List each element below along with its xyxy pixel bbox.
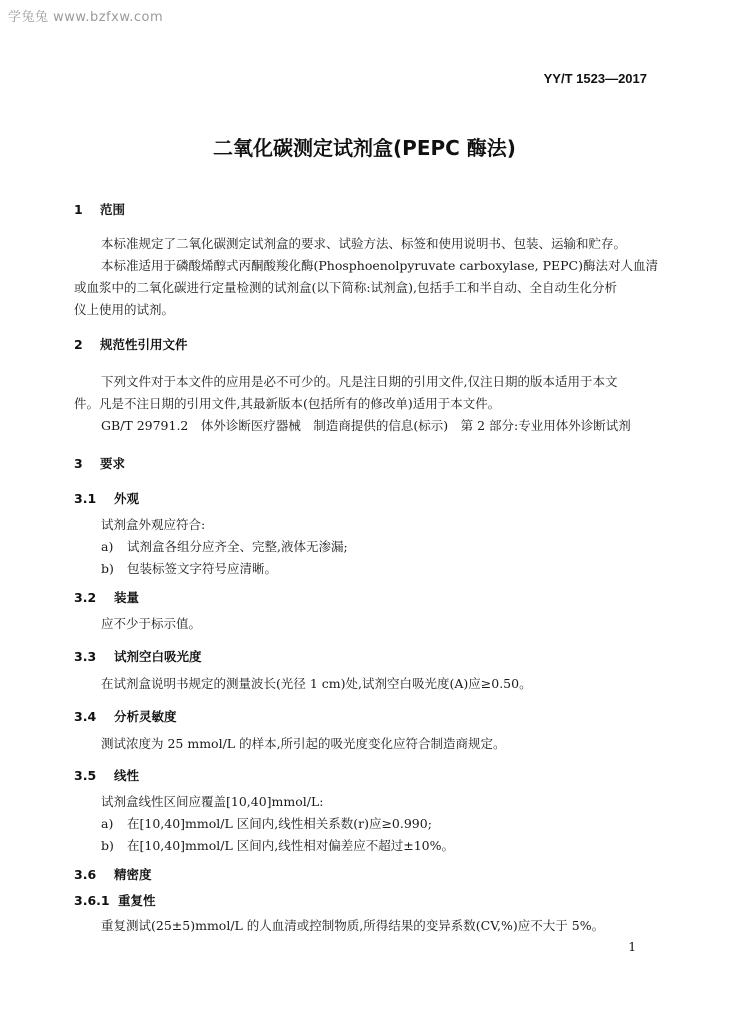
section-3-6-1-heading <box>74 891 156 909</box>
list-text: 在[10,40]mmol/L 区间内,线性相关系数(r)应≥0.990; <box>127 816 432 831</box>
paragraph: 本标准规定了二氧化碳测定试剂盒的要求、试验方法、标签和使用说明书、包装、运输和贮存。 <box>101 236 627 251</box>
section-3-1-heading <box>74 489 139 507</box>
normative-reference: GB/T 29791.2 体外诊断医疗器械 制造商提供的信息(标示) 第 2 部分:专业用体外诊断试剂 <box>101 418 631 433</box>
section-title: 试剂空白吸光度 <box>114 649 202 664</box>
section-3-6-heading <box>74 865 152 883</box>
section-number: 3.5 <box>74 768 97 783</box>
list-item <box>101 813 432 835</box>
section-number: 3 <box>74 456 83 471</box>
section-title: 规范性引用文件 <box>100 337 188 352</box>
paragraph: 重复测试(25±5)mmol/L 的人血清或控制物质,所得结果的变异系数(CV,%)应不大于 5%。 <box>101 918 605 933</box>
paragraph: 应不少于标示值。 <box>101 616 202 631</box>
paragraph: 件。凡是不注日期的引用文件,其最新版本(包括所有的修改单)适用于本文件。 <box>74 396 501 411</box>
section-1-heading <box>74 200 125 218</box>
list-text: 试剂盒各组分应齐全、完整,液体无渗漏; <box>127 539 348 554</box>
paragraph: 或血浆中的二氧化碳进行定量检测的试剂盒(以下简称:试剂盒),包括手工和半自动、全自动生化分析 <box>74 280 617 295</box>
section-title: 外观 <box>114 491 140 506</box>
section-title: 线性 <box>114 768 140 783</box>
section-3-heading <box>74 454 125 472</box>
paragraph: 本标准适用于磷酸烯醇式丙酮酸羧化酶(Phosphoenolpyruvate carboxylase, PEPC)酶法对人血清 <box>101 258 658 273</box>
standard-number: YY/T 1523—2017 <box>543 71 647 86</box>
section-number: 3.1 <box>74 491 97 506</box>
section-3-5-heading <box>74 766 139 784</box>
section-title: 装量 <box>114 590 140 605</box>
section-number: 2 <box>74 337 83 352</box>
list-label: a) <box>101 539 114 554</box>
section-3-2-heading <box>74 588 139 606</box>
section-title: 范围 <box>100 202 126 217</box>
paragraph: 测试浓度为 25 mmol/L 的样本,所引起的吸光度变化应符合制造商规定。 <box>101 736 506 751</box>
list-label: b) <box>101 561 114 576</box>
page-number: 1 <box>628 940 636 954</box>
section-number: 1 <box>74 202 83 217</box>
paragraph: 试剂盒线性区间应覆盖[10,40]mmol/L: <box>101 794 324 809</box>
list-text: 在[10,40]mmol/L 区间内,线性相对偏差应不超过±10%。 <box>127 838 454 853</box>
paragraph: 下列文件对于本文件的应用是必不可少的。凡是注日期的引用文件,仅注日期的版本适用于本文 <box>101 374 618 389</box>
section-2-heading <box>74 335 188 353</box>
list-label: a) <box>101 816 114 831</box>
section-title: 分析灵敏度 <box>114 709 177 724</box>
section-number: 3.2 <box>74 590 97 605</box>
watermark: 学兔兔 www.bzfxw.com <box>8 10 164 25</box>
section-title: 精密度 <box>114 867 152 882</box>
paragraph: 在试剂盒说明书规定的测量波长(光径 1 cm)处,试剂空白吸光度(A)应≥0.50。 <box>101 676 532 691</box>
section-title: 要求 <box>100 456 126 471</box>
section-title: 重复性 <box>118 893 156 908</box>
section-number: 3.3 <box>74 649 97 664</box>
list-item <box>101 536 348 558</box>
section-3-3-heading <box>74 647 202 665</box>
section-3-4-heading <box>74 707 177 725</box>
list-label: b) <box>101 838 114 853</box>
section-number: 3.6 <box>74 867 97 882</box>
list-item <box>101 558 277 580</box>
paragraph: 仪上使用的试剂。 <box>74 302 175 317</box>
list-item <box>101 835 454 857</box>
paragraph: 试剂盒外观应符合: <box>101 517 206 532</box>
list-text: 包装标签文字符号应清晰。 <box>127 561 278 576</box>
section-number: 3.6.1 <box>74 893 110 908</box>
section-number: 3.4 <box>74 709 97 724</box>
document-title: 二氧化碳测定试剂盒(PEPC 酶法) <box>213 136 516 160</box>
